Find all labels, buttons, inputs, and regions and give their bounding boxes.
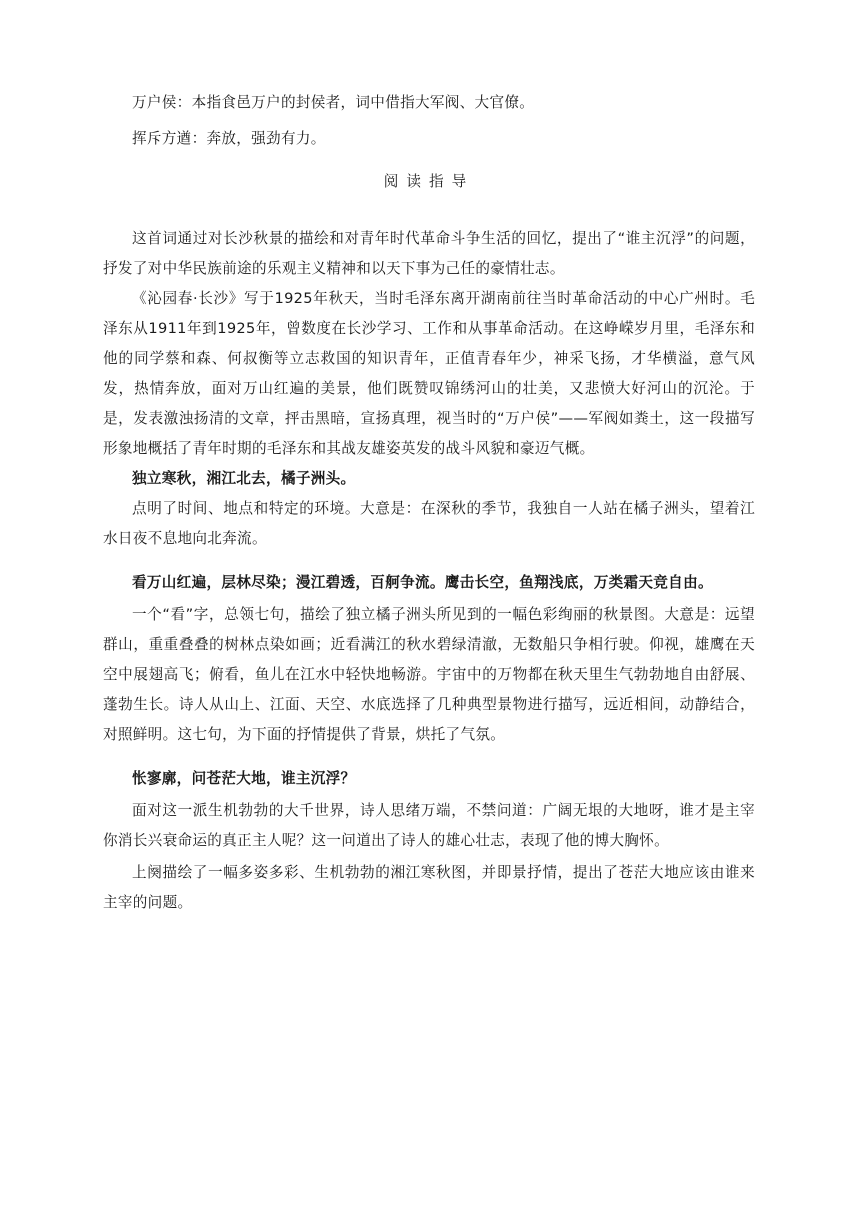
note-wanhuhou: 万户侯：本指食邑万户的封侯者，词中借指大军阀、大官僚。	[132, 94, 535, 111]
document-body	[103, 88, 755, 918]
paragraph-explain-1: 点明了时间、地点和特定的环境。大意是：在深秋的季节，我独自一人站在橘子洲头，望着江水日夜不息地向北奔流。	[103, 500, 755, 547]
quote-line-3: 怅寥廓，问苍茫大地，谁主沉浮？	[132, 770, 356, 787]
note-huichifangqiu: 挥斥方遒：奔放，强劲有力。	[132, 130, 326, 147]
quote-line-2: 看万山红遍，层林尽染；漫江碧透，百舸争流。鹰击长空，鱼翔浅底，万类霜天竞自由。	[132, 574, 713, 591]
paragraph-explain-2: 一个“看”字，总领七句，描绘了独立橘子洲头所见到的一幅色彩绚丽的秋景图。大意是：远望群山，重重叠叠的树林点染如画；近看满江的秋水碧绿清澈，无数船只争相行驶。仰视，雄鹰在天空中展翅高飞；俯看，鱼儿在江水中轻快地畅游。宇宙中的万物都在秋天里生气勃勃地自由舒展、蓬勃生长。诗人从山上、江面、天空、水底选择了几种典型景物进行描写，远近相间，动静结合，对照鲜明。这七句，为下面的抒情提供了背景，烘托了气氛。	[103, 606, 755, 743]
paragraph-explain-3: 面对这一派生机勃勃的大千世界，诗人思绪万端，不禁问道：广阔无垠的大地呀，谁才是主宰你消长兴衰命运的真正主人呢？这一问道出了诗人的雄心壮志，表现了他的博大胸怀。	[103, 802, 755, 849]
paragraph-intro: 这首词通过对长沙秋景的描绘和对青年时代革命斗争生活的回忆，提出了“谁主沉浮”的问题，抒发了对中华民族前途的乐观主义精神和以天下事为己任的豪情壮志。	[103, 230, 755, 277]
section-title: 阅读指导	[383, 173, 475, 190]
paragraph-background: 《沁园春·长沙》写于1925年秋天，当时毛泽东离开湖南前往当时革命活动的中心广州时。毛泽东从1911年到1925年，曾数度在长沙学习、工作和从事革命活动。在这峥嵘岁月里，毛泽东和他的同学蔡和森、何叔衡等立志救国的知识青年，正值青春年少，神采飞扬，才华横溢，意气风发，热情奔放，面对万山红遍的美景，他们既赞叹锦绣河山的壮美，又悲愤大好河山的沉沦。于是，发表激浊扬清的文章，抨击黑暗，宣扬真理，视当时的“万户侯”——军阀如粪土，这一段描写形象地概括了青年时期的毛泽东和其战友雄姿英发的战斗风貌和豪迈气概。	[103, 290, 755, 457]
paragraph-summary: 上阕描绘了一幅多姿多彩、生机勃勃的湘江寒秋图，并即景抒情，提出了苍茫大地应该由谁来主宰的问题。	[103, 864, 755, 911]
quote-line-1: 独立寒秋，湘江北去，橘子洲头。	[132, 470, 356, 487]
